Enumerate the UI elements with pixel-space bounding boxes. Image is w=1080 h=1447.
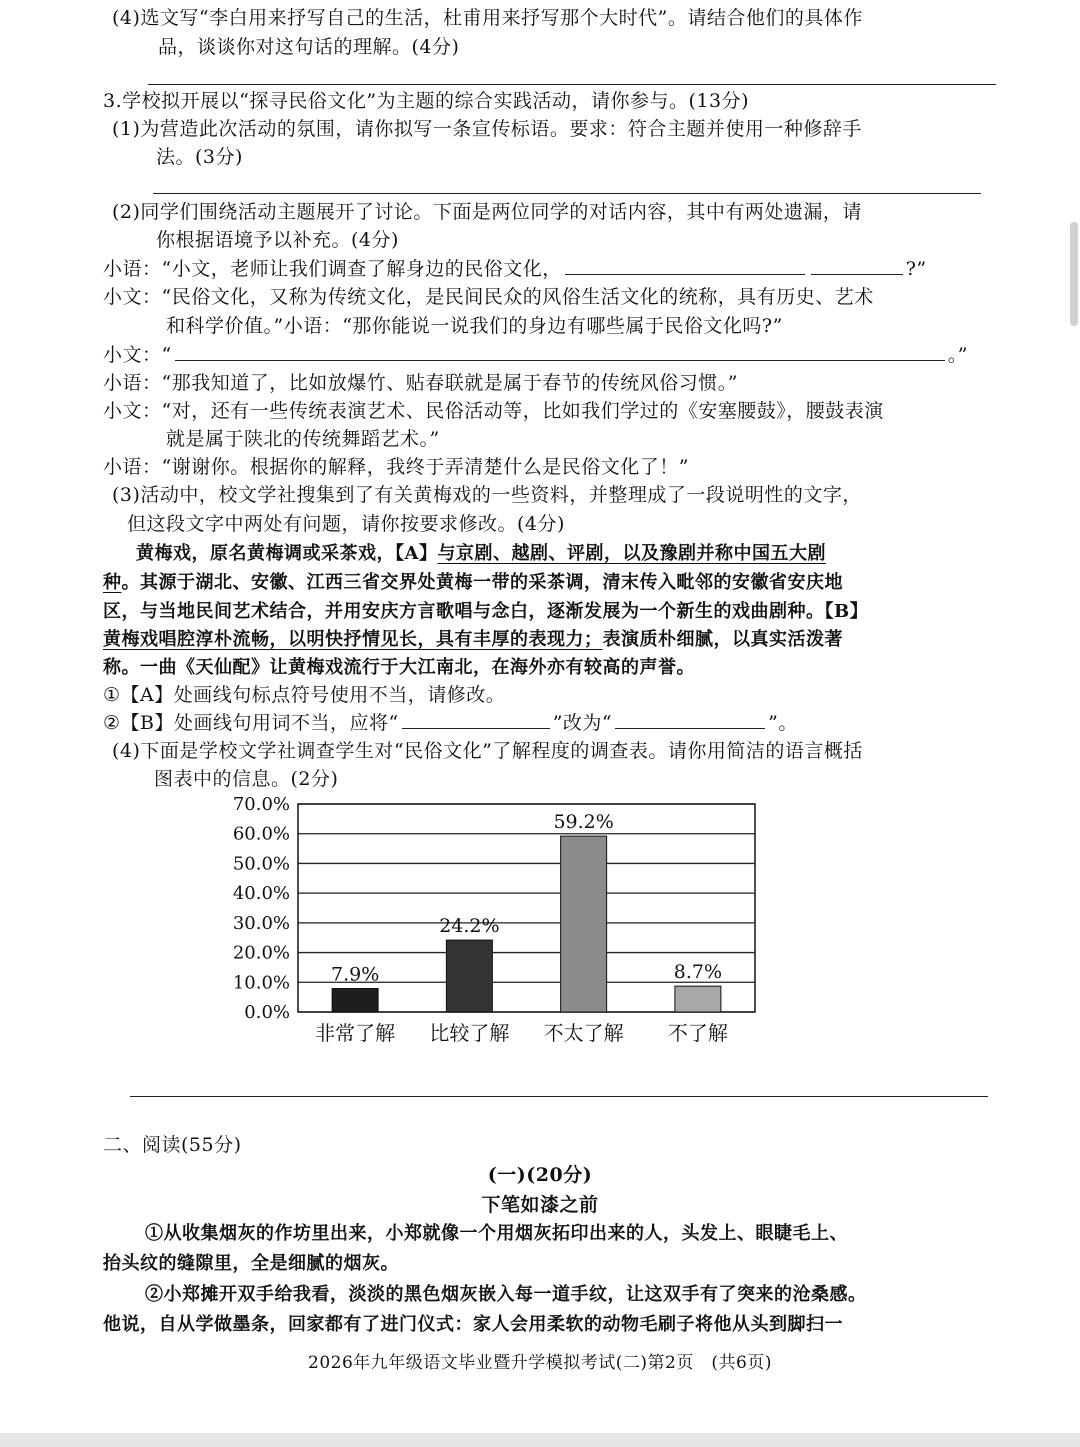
speaker: 小文： — [103, 400, 162, 422]
answer-line-q4 — [148, 84, 996, 85]
dialogue-line-3 — [103, 341, 968, 369]
data-label: 8.7% — [673, 961, 723, 984]
passage-text: 区，与当地民间艺术结合，并用安庆方言歌唱与念白，逐渐发展为一个新生的戏曲剧种。 — [103, 601, 825, 622]
x-category-label: 非常了解 — [315, 1021, 396, 1045]
marker-a: 【A】 — [395, 543, 438, 564]
sub3-line2: 但这段文字中两处有问题，请你按要求修改。(4分) — [127, 513, 565, 535]
underlined-sentence-b: 黄梅戏唱腔淳朴流畅，以明快抒情见长，具有丰厚的表现力； — [103, 629, 603, 650]
data-label: 59.2% — [553, 811, 614, 834]
dialogue-line-5 — [103, 397, 884, 425]
section2-title: 二、阅读(55分) — [103, 1134, 242, 1156]
answer-line-chart — [130, 1096, 988, 1097]
passage-line-4 — [103, 626, 843, 654]
passage-text: 表演质朴细腻，以真实活泼著 — [602, 629, 843, 650]
y-tick-label: 30.0% — [232, 912, 290, 934]
q3-title: 3.学校拟开展以“探寻民俗文化”为主题的综合实践活动，请你参与。(13分) — [103, 90, 750, 112]
dialogue-text: “小文，老师让我们调查了解身边的民俗文化， — [161, 258, 562, 280]
answer-blank-2[interactable] — [811, 256, 903, 275]
dialogue-line-6 — [103, 453, 689, 481]
q3-sub1-line1: (1)为营造此次活动的氛围，请你拟写一条宣传标语。要求：符合主题并使用一种修辞手 — [112, 118, 862, 140]
q4-prev-line1: (4)选文写“李白用来抒写自己的生活，杜甫用来抒写那个大时代”。请结合他们的具体作 — [112, 7, 863, 29]
dialogue-line-1 — [103, 255, 927, 283]
y-tick-label: 40.0% — [232, 883, 290, 905]
page-bottom-edge — [0, 1433, 1080, 1447]
q3-sub1-line2: 法。(3分) — [156, 146, 243, 168]
underlined-sentence-a-end: 种 — [103, 572, 122, 593]
dialogue-quote-open: “ — [161, 344, 172, 366]
article-para1-line2: 抬头纹的缝隙里，全是细腻的烟灰。 — [103, 1253, 399, 1274]
q3-sub2-line2: 你根据语境予以补充。(4分) — [156, 229, 399, 251]
dialogue-text: “那我知道了，比如放爆竹、贴春联就是属于春节的传统风俗习惯。” — [161, 372, 738, 394]
survey-bar-chart — [220, 790, 780, 1055]
marker-b: 【B】 — [824, 601, 869, 622]
q4-prev-line2: 品，谈谈你对这句话的理解。(4分) — [158, 36, 460, 58]
dialogue-line-5b: 就是属于陕北的传统舞蹈艺术。” — [166, 428, 440, 450]
sub3-line1: (3)活动中，校文学社搜集到了有关黄梅戏的一些资料，并整理成了一段说明性的文字， — [112, 484, 862, 506]
sub4-line1: (4)下面是学校文学社调查学生对“民俗文化”了解程度的调查表。请你用简洁的语言概括 — [112, 740, 863, 762]
bar — [446, 940, 492, 1012]
passage-line-2 — [103, 569, 843, 597]
bar — [561, 836, 607, 1012]
bar — [332, 989, 378, 1012]
item-1: ①【A】处画线句标点符号使用不当，请修改。 — [103, 684, 506, 706]
article-para2-line1: ②小郑摊开双手给我看，淡淡的黑色烟灰嵌入每一道手纹，让这双手有了突来的沧桑感。 — [145, 1284, 867, 1305]
dialogue-line-2b: 和科学价值。”小语：“那你能说一说我们的身边有哪些属于民俗文化吗?” — [166, 315, 783, 337]
speaker: 小语： — [103, 456, 162, 478]
dialogue-end: 。” — [947, 344, 968, 366]
speaker: 小文： — [103, 344, 162, 366]
passage-line-3 — [103, 598, 868, 626]
y-tick-label: 10.0% — [232, 972, 290, 994]
section2-part: (一)(20分) — [487, 1164, 593, 1186]
dialogue-text: “谢谢你。根据你的解释，我终于弄清楚什么是民俗文化了！” — [161, 456, 689, 478]
item-2 — [103, 709, 798, 737]
underlined-sentence-a: 与京剧、越剧、评剧，以及豫剧并称中国五大剧 — [437, 543, 826, 564]
data-label: 7.9% — [330, 963, 380, 986]
dialogue-line-2 — [103, 283, 874, 311]
item-text: ②【B】处画线句用词不当，应将“ — [103, 712, 399, 734]
dialogue-line-4 — [103, 369, 738, 397]
answer-blank-5[interactable] — [615, 710, 765, 729]
data-label: 24.2% — [439, 915, 500, 938]
x-category-label: 不了解 — [667, 1021, 728, 1045]
x-category-label: 不太了解 — [543, 1021, 624, 1045]
y-tick-label: 0.0% — [244, 1002, 290, 1023]
answer-blank-3[interactable] — [175, 342, 945, 361]
page-footer: 2026年九年级语文毕业暨升学模拟考试(二)第2页 (共6页) — [308, 1353, 772, 1373]
dialogue-end: ?” — [905, 258, 927, 280]
y-tick-label: 60.0% — [232, 823, 290, 845]
y-tick-label: 50.0% — [232, 853, 290, 875]
passage-text: 。其源于湖北、安徽、江西三省交界处黄梅一带的采茶调，清末传入毗邻的安徽省安庆地 — [121, 572, 843, 593]
answer-line-slogan — [153, 193, 981, 194]
passage-line-5: 称。一曲《天仙配》让黄梅戏流行于大江南北，在海外亦有较高的声誉。 — [103, 657, 695, 678]
item-text: ”。 — [768, 712, 798, 734]
bar — [675, 986, 721, 1012]
y-tick-label: 70.0% — [232, 794, 290, 815]
dialogue-text: “对，还有一些传统表演艺术、民俗活动等，比如我们学过的《安塞腰鼓》，腰鼓表演 — [161, 400, 884, 422]
speaker: 小语： — [103, 372, 162, 394]
passage-text: 黄梅戏，原名黄梅调或采茶戏， — [136, 543, 395, 564]
article-para1-line1: ①从收集烟灰的作坊里出来，小郑就像一个用烟灰拓印出来的人，头发上、眼睫毛上、 — [145, 1223, 848, 1244]
y-tick-label: 20.0% — [232, 942, 290, 964]
passage-line-1 — [136, 540, 826, 568]
sub4-line2: 图表中的信息。(2分) — [154, 768, 339, 790]
answer-blank-1[interactable] — [565, 256, 805, 275]
article-title: 下笔如漆之前 — [481, 1194, 599, 1216]
speaker: 小语： — [103, 258, 162, 280]
scrollbar[interactable] — [1070, 222, 1078, 326]
article-para2-line2: 他说，自从学做墨条，回家都有了进门仪式：家人会用柔软的动物毛刷子将他从头到脚扫一 — [103, 1314, 843, 1335]
x-category-label: 比较了解 — [429, 1021, 510, 1045]
answer-blank-4[interactable] — [402, 710, 550, 729]
item-text: ”改为“ — [552, 712, 613, 734]
dialogue-text: “民俗文化，又称为传统文化，是民间民众的风俗生活文化的统称，具有历史、艺术 — [161, 286, 874, 308]
speaker: 小文： — [103, 286, 162, 308]
q3-sub2-line1: (2)同学们围绕活动主题展开了讨论。下面是两位同学的对话内容，其中有两处遗漏，请 — [112, 201, 862, 223]
